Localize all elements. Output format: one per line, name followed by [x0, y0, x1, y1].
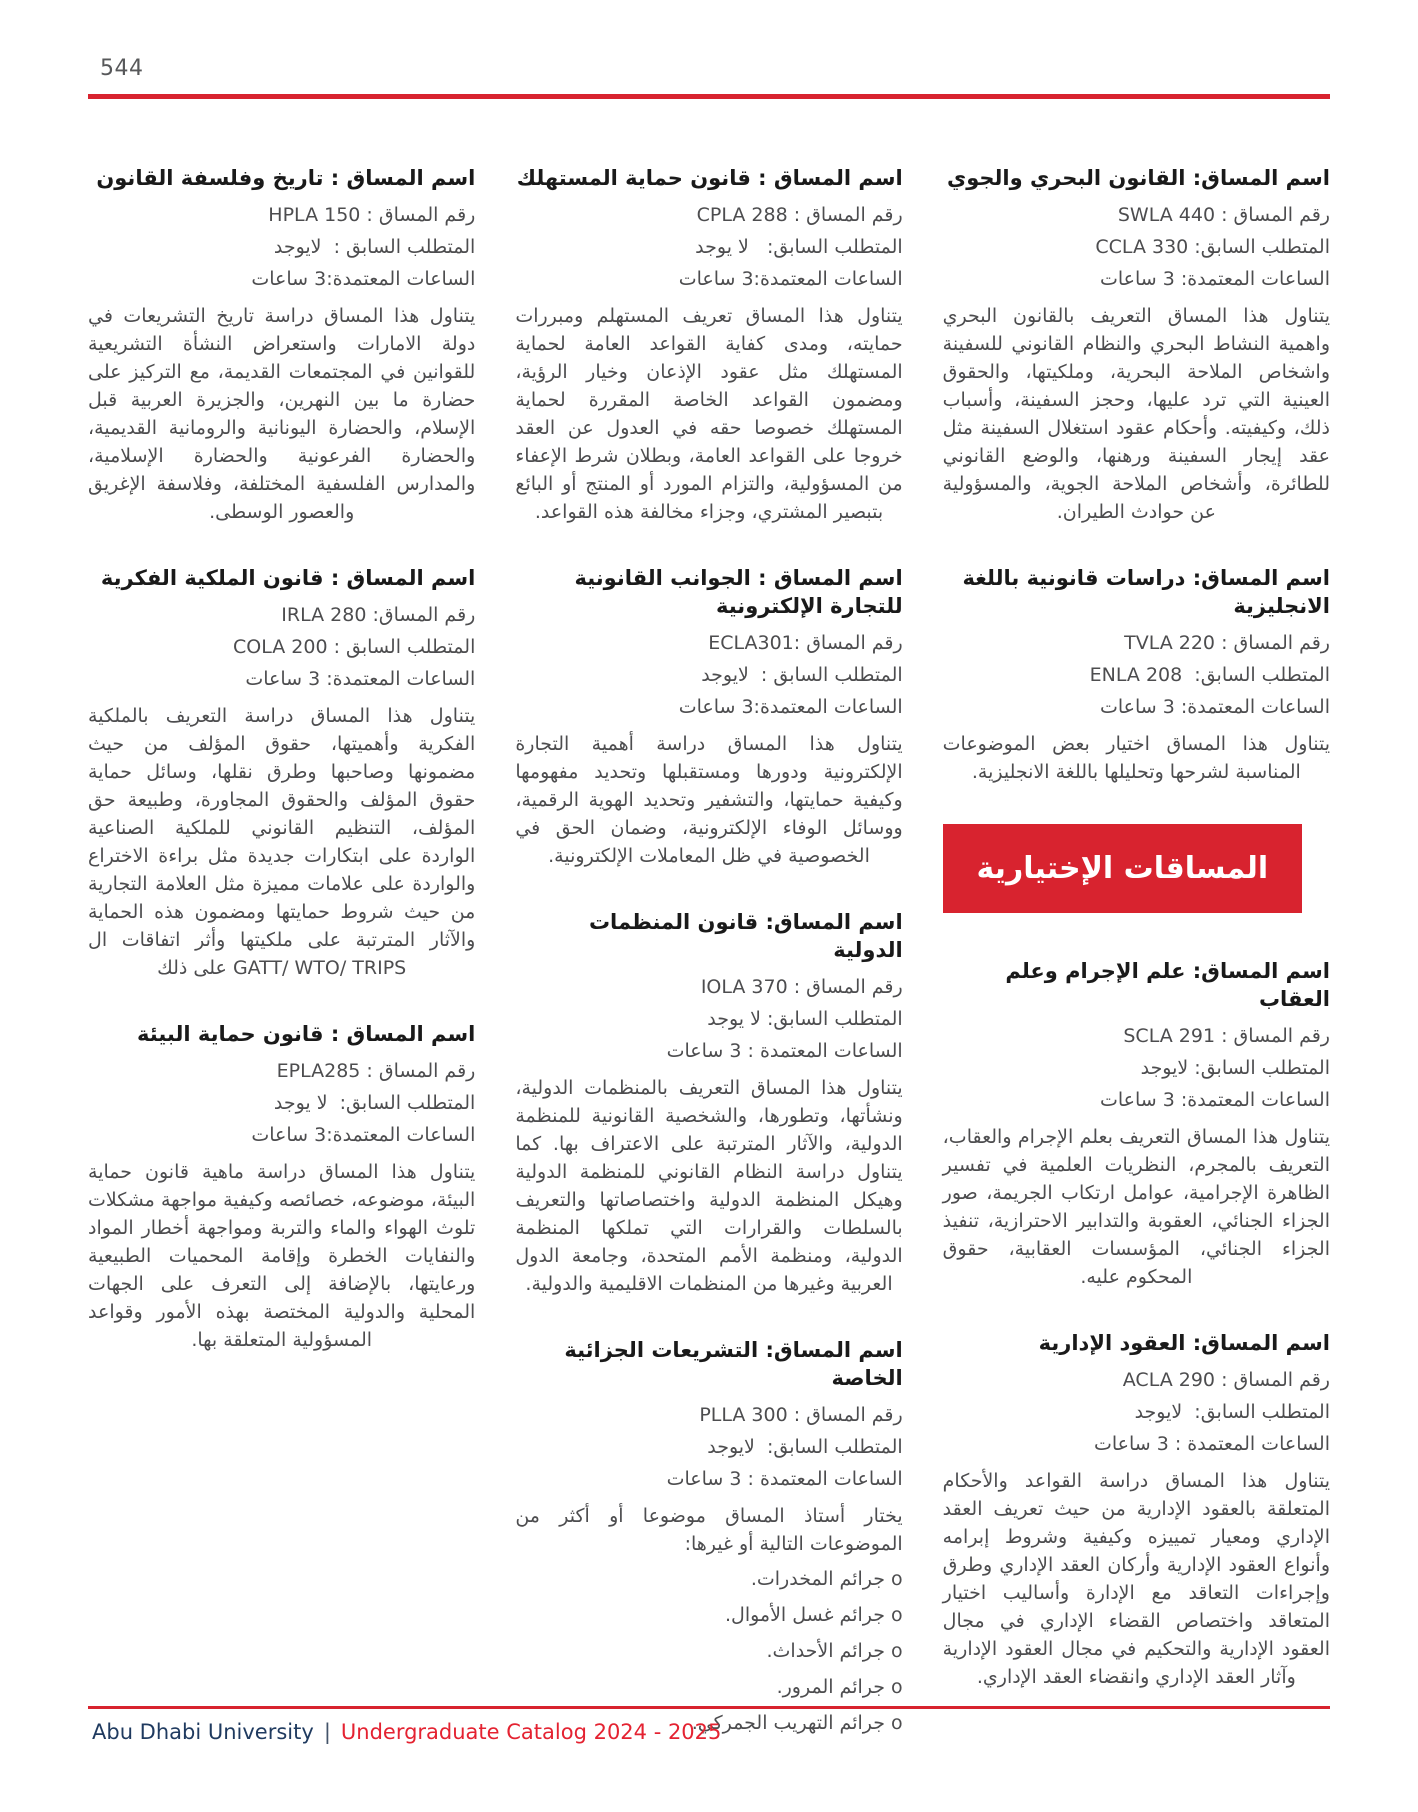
course-description: يتناول هذا المساق دراسة القواعد والأحكام المتعلقة بالعقود الإدارية من حيث تعريف العقد الإداري ومعيار تمييزه وكيفية وشروط إبرامه وأنواع العقود الإدارية وأركان العقد الإداري وطرق وإجراءات التعاقد مع الإدارة وأساليب اختيار المتعاقد واختصاص القضاء الإداري في مجال العقود الإدارية والتحكيم في مجال العقود الإدارية وآثار العقد الإداري وانقضاء العقد الإداري.: [942, 1470, 1330, 1688]
course-block: [943, 564, 1330, 786]
course-meta-line: المتطلب السابق: لايوجد: [707, 1436, 903, 1458]
course-description: يتناول هذا المساق دراسة أهمية التجارة الإلكترونية ودورها ومستقبلها وتحديد مفهومها وكيفية حمايتها، والتشفير وتحديد الهوية الرقمية، ووسائل الوفاء الإلكترونية، وضمان الحق في الخصوصية في ظل المعاملات الإلكترونية.: [515, 733, 903, 867]
course-title: اسم المساق: القانون البحري والجوي: [947, 166, 1330, 190]
course-meta-line: الساعات المعتمدة : 3 ساعات: [666, 1040, 903, 1062]
page-number: 544: [100, 56, 144, 81]
course-meta-line: الساعات المعتمدة: 3 ساعات: [1099, 696, 1330, 718]
course-title: اسم المساق : الجوانب القانونية للتجارة الإلكترونية: [574, 566, 903, 618]
column-left: [88, 143, 475, 1775]
course-title: اسم المساق: التشريعات الجزائية الخاصة: [564, 1338, 903, 1390]
course-meta-line: المتطلب السابق : COLA 200: [233, 636, 476, 658]
course-meta-line: المتطلب السابق: لا يوجد: [273, 1092, 476, 1114]
course-meta-line: الساعات المعتمدة:3 ساعات: [678, 696, 903, 718]
course-description: يتناول هذا المساق التعريف بالقانون البحري واهمية النشاط البحري والنظام القانوني للسفينة واشخاص الملاحة البحرية، وملكيتها، والحقوق العينية التي ترد عليها، وحجز السفينة، وأسباب ذلك، وكيفيته. وأحكام عقود استغلال السفينة مثل عقد إيجار السفينة ورهنها، والوضع القانوني للطائرة، وأشخاص الملاحة الجوية، والمسؤولية عن حوادث الطيران.: [942, 305, 1330, 523]
course-meta-line: المتطلب السابق: ENLA 208: [1089, 664, 1330, 686]
course-title: اسم المساق : قانون حماية المستهلك: [516, 166, 903, 190]
course-block: [943, 1329, 1330, 1691]
course-block: [88, 564, 475, 982]
course-title: اسم المساق : تاريخ وفلسفة القانون: [96, 166, 476, 190]
course-meta-line: رقم المساق: IRLA 280: [281, 604, 476, 626]
course-title: اسم المساق: علم الإجرام وعلم العقاب: [1005, 959, 1330, 1011]
footer-catalog: Undergraduate Catalog 2024 - 2025: [340, 1720, 722, 1744]
course-topics-intro: يختار أستاذ المساق موضوعا أو أكثر من الموضوعات التالية أو غيرها:: [515, 1505, 903, 1555]
course-meta-line: المتطلب السابق : لايوجد: [273, 236, 476, 258]
course-meta-line: رقم المساق : ACLA 290: [1122, 1369, 1330, 1391]
footer-separator: |: [323, 1720, 331, 1744]
column-right: [943, 143, 1330, 1775]
course-meta-line: رقم المساق : SCLA 291: [1123, 1025, 1330, 1047]
course-meta-line: الساعات المعتمدة: 3 ساعات: [245, 668, 476, 690]
course-meta-line: رقم المساق :ECLA301: [708, 632, 903, 654]
course-topic-item: o جرائم غسل الأموال.: [724, 1604, 903, 1626]
course-meta-line: الساعات المعتمدة : 3 ساعات: [666, 1468, 903, 1490]
course-description: يتناول هذا المساق دراسة التعريف بالملكية الفكرية وأهميتها، حقوق المؤلف من حيث مضمونها وصاحبها وطرق نقلها، وسائل حماية حقوق المؤلف والحقوق المجاورة، وطبيعة حق المؤلف، التنظيم القانوني للملكية الصناعية الواردة على ابتكارات جديدة مثل براءة الاختراع والواردة على علامات مميزة مثل العلامة التجارية من حيث شروط حمايتها ومضمون هذه الحماية والآثار المترتبة على ملكيتها وأثر اتفاقات ال GATT/ WTO/ TRIPS على ذلك: [88, 705, 476, 979]
elective-courses-banner: المساقات الإختيارية: [943, 824, 1302, 913]
course-meta-line: رقم المساق : EPLA285: [276, 1060, 476, 1082]
course-meta-line: الساعات المعتمدة : 3 ساعات: [1093, 1433, 1330, 1455]
course-block: [515, 164, 902, 526]
course-description: يتناول هذا المساق التعريف بالمنظمات الدولية، ونشأتها، وتطورها، والشخصية القانونية للمنظمة الدولية، والآثار المترتبة على الاعتراف بها. كما يتناول دراسة النظام القانوني للمنظمة الدولية وهيكل المنظمة الدولية واختصاصاتها والتعريف بالسلطات والقرارات التي تملكها المنظمة الدولية، ومنظمة الأمم المتحدة، وجامعة الدول العربية وغيرها من المنظمات الاقليمية والدولية.: [515, 1077, 903, 1295]
course-meta-line: رقم المساق : PLLA 300: [699, 1404, 903, 1426]
course-block: [515, 1336, 902, 1737]
column-middle: [515, 143, 902, 1775]
course-meta-line: رقم المساق : HPLA 150: [268, 204, 476, 226]
course-meta-line: الساعات المعتمدة: 3 ساعات: [1099, 268, 1330, 290]
course-meta-line: رقم المساق : TVLA 220: [1124, 632, 1330, 654]
course-topic-item: o جرائم التهريب الجمركي.: [691, 1712, 903, 1734]
header-rule: [88, 94, 1330, 99]
course-topic-item: o جرائم المرور.: [776, 1676, 903, 1698]
course-title: اسم المساق: العقود الإدارية: [1038, 1331, 1330, 1355]
course-meta-line: المتطلب السابق: CCLA 330: [1095, 236, 1330, 258]
course-block: [88, 164, 475, 526]
course-block: [943, 164, 1330, 526]
course-meta-line: رقم المساق : IOLA 370: [700, 976, 903, 998]
course-meta-line: المتطلب السابق: لا يوجد: [695, 236, 903, 258]
course-title: اسم المساق : قانون حماية البيئة: [137, 1022, 476, 1046]
course-block: [943, 957, 1330, 1291]
course-title: اسم المساق : قانون الملكية الفكرية: [100, 566, 476, 590]
course-block: [515, 564, 902, 870]
course-description: يتناول هذا المساق اختيار بعض الموضوعات المناسبة لشرحها وتحليلها باللغة الانجليزية.: [942, 733, 1330, 783]
course-description: يتناول هذا المساق التعريف بعلم الإجرام والعقاب، التعريف بالمجرم، النظريات العلمية في تفسير الظاهرة الإجرامية، عوامل ارتكاب الجريمة، صور الجزاء الجنائي، العقوبة والتدابير الاحترازية، تنفيذ الجزاء الجنائي، المؤسسات العقابية، حقوق المحكوم عليه.: [942, 1126, 1330, 1288]
course-meta-line: المتطلب السابق: لايوجد: [1140, 1057, 1330, 1079]
course-meta-line: الساعات المعتمدة:3 ساعات: [251, 268, 476, 290]
course-meta-line: الساعات المعتمدة:3 ساعات: [251, 1124, 476, 1146]
course-meta-line: الساعات المعتمدة:3 ساعات: [678, 268, 903, 290]
course-meta-line: رقم المساق : CPLA 288: [696, 204, 903, 226]
columns: [88, 143, 1330, 1775]
footer-university: Abu Dhabi University: [92, 1720, 314, 1744]
course-meta-line: رقم المساق : SWLA 440: [1117, 204, 1330, 226]
course-topic-item: o جرائم الأحداث.: [766, 1640, 903, 1662]
course-block: [515, 908, 902, 1298]
course-topic-item: o جرائم المخدرات.: [750, 1568, 903, 1590]
course-description: يتناول هذا المساق دراسة ماهية قانون حماية البيئة، موضوعه، خصائصه وكيفية مواجهة مشكلات تلوث الهواء والماء والتربة ومواجهة أخطار المواد والنفايات الخطرة وإقامة المحميات الطبيعية ورعايتها، بالإضافة إلى التعرف على الجهات المحلية والدولية المختصة بهذه الأمور وقواعد المسؤولية المتعلقة بها.: [88, 1161, 476, 1351]
course-block: [88, 1020, 475, 1354]
course-description: يتناول هذا المساق دراسة تاريخ التشريعات في دولة الامارات واستعراض النشأة التشريعية للقوانين في المجتمعات القديمة، مع التركيز على حضارة ما بين النهرين، والجزيرة العربية قبل الإسلام، والحضارة اليونانية والرومانية القديمية، والحضارة الفرعونية والحضارة الإسلامية، والمدارس الفلسفية المختلفة، وفلاسفة الإغريق والعصور الوسطى.: [88, 305, 476, 523]
course-meta-line: المتطلب السابق: لايوجد: [1134, 1401, 1330, 1423]
course-meta-line: الساعات المعتمدة: 3 ساعات: [1099, 1089, 1330, 1111]
course-title: اسم المساق: قانون المنظمات الدولية: [588, 910, 903, 962]
footer-rule: [88, 1706, 1330, 1709]
course-meta-line: المتطلب السابق : لايوجد: [701, 664, 903, 686]
footer: [92, 1720, 721, 1744]
course-description: يتناول هذا المساق تعريف المستهلم ومبررات حمايته، ومدى كفاية القواعد العامة لحماية المستهلك مثل عقود الإذعان وخيار الرؤية، ومضمون القواعد الخاصة المقررة لحماية المستهلك خصوصا حقه في العدول عن العقد خروجا على القواعد العامة، وبطلان شرط الإعفاء من المسؤولية، والتزام المورد أو المنتج أو البائع بتبصير المشتري، وجزاء مخالفة هذه القواعد.: [515, 305, 903, 523]
course-meta-line: المتطلب السابق: لا يوجد: [707, 1008, 903, 1030]
course-title: اسم المساق: دراسات قانونية باللغة الانجليزية: [962, 566, 1330, 618]
